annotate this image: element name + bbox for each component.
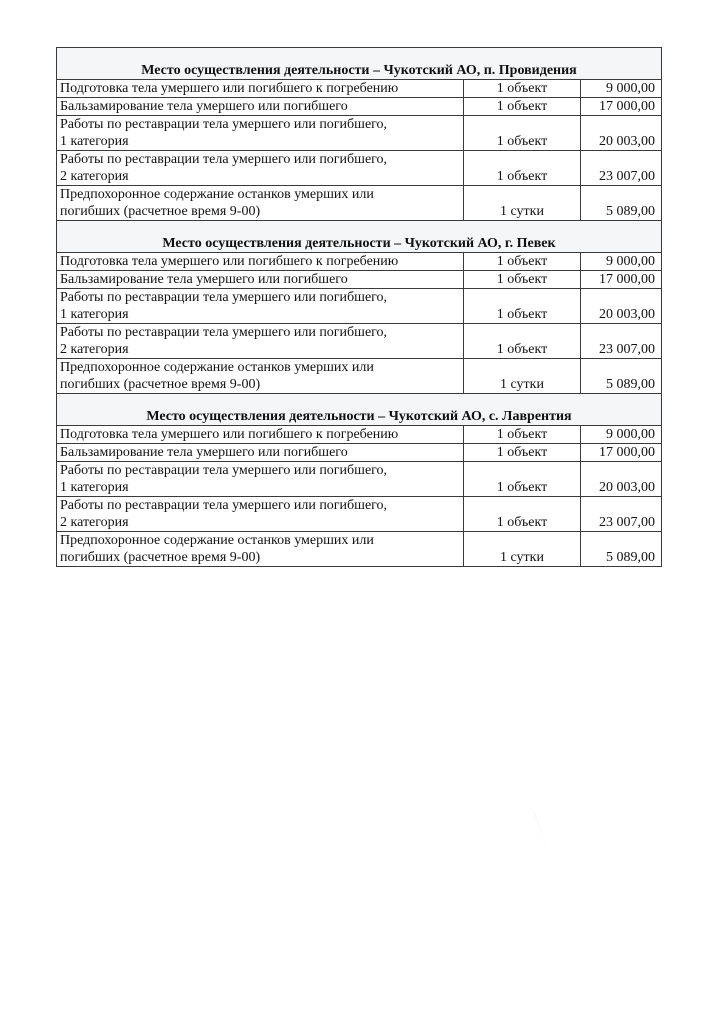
unit-cell: 1 объект: [464, 497, 581, 532]
section-header-row: [57, 48, 662, 80]
service-name-cell: [57, 271, 464, 289]
service-name-line: Работы по реставрации тела умершего или погибшего,: [60, 325, 388, 340]
unit-cell: 1 объект: [464, 271, 581, 289]
unit-cell: 1 объект: [464, 80, 581, 98]
service-name-line: Подготовка тела умершего или погибшего к погребению: [60, 427, 399, 442]
service-name-line: Бальзамирование тела умершего или погибшего: [60, 272, 348, 287]
price-cell: 17 000,00: [581, 444, 662, 462]
service-name-line: Предпохоронное содержание останков умерших или: [60, 533, 374, 548]
table-row: [57, 324, 662, 359]
price-cell: 5 089,00: [581, 359, 662, 394]
service-name-cell: [57, 116, 464, 151]
price-cell: 20 003,00: [581, 462, 662, 497]
table-row: [57, 497, 662, 532]
section-title: Место осуществления деятельности – Чукотский АО, п. Провидения: [57, 48, 662, 80]
price-cell: 5 089,00: [581, 186, 662, 221]
service-name-line: Работы по реставрации тела умершего или погибшего,: [60, 152, 388, 167]
table-row: [57, 359, 662, 394]
service-name-line: 2 категория: [60, 515, 129, 530]
service-name-line: 1 категория: [60, 480, 129, 495]
price-cell: 9 000,00: [581, 253, 662, 271]
table-row: [57, 253, 662, 271]
section-title: Место осуществления деятельности – Чукотский АО, г. Певек: [57, 221, 662, 253]
table-row: [57, 289, 662, 324]
price-cell: 23 007,00: [581, 497, 662, 532]
section-title: Место осуществления деятельности – Чукотский АО, с. Лаврентия: [57, 394, 662, 426]
price-cell: 5 089,00: [581, 532, 662, 567]
service-name-line: Подготовка тела умершего или погибшего к погребению: [60, 254, 399, 269]
unit-cell: 1 сутки: [464, 532, 581, 567]
price-cell: 20 003,00: [581, 289, 662, 324]
service-name-line: Бальзамирование тела умершего или погибшего: [60, 445, 348, 460]
unit-cell: 1 сутки: [464, 359, 581, 394]
service-name-cell: [57, 532, 464, 567]
service-name-line: погибших (расчетное время 9-00): [60, 377, 261, 392]
service-name-cell: [57, 80, 464, 98]
table-row: [57, 426, 662, 444]
unit-cell: 1 сутки: [464, 186, 581, 221]
service-name-line: Работы по реставрации тела умершего или погибшего,: [60, 463, 388, 478]
service-name-cell: [57, 462, 464, 497]
table-row: [57, 116, 662, 151]
service-name-line: 1 категория: [60, 134, 129, 149]
service-name-cell: [57, 444, 464, 462]
service-name-line: Бальзамирование тела умершего или погибшего: [60, 99, 348, 114]
section-header-row: [57, 394, 662, 426]
service-name-cell: [57, 426, 464, 444]
service-name-line: Работы по реставрации тела умершего или погибшего,: [60, 290, 388, 305]
service-name-cell: [57, 289, 464, 324]
price-table: [56, 47, 662, 567]
price-cell: 17 000,00: [581, 98, 662, 116]
service-name-cell: [57, 98, 464, 116]
price-cell: 23 007,00: [581, 151, 662, 186]
table-row: [57, 98, 662, 116]
service-name-cell: [57, 359, 464, 394]
table-row: [57, 444, 662, 462]
unit-cell: 1 объект: [464, 151, 581, 186]
service-name-cell: [57, 151, 464, 186]
unit-cell: 1 объект: [464, 324, 581, 359]
service-name-line: Работы по реставрации тела умершего или погибшего,: [60, 117, 388, 132]
service-name-cell: [57, 186, 464, 221]
service-name-line: Предпохоронное содержание останков умерших или: [60, 187, 374, 202]
table-body: [57, 48, 662, 567]
unit-cell: 1 объект: [464, 426, 581, 444]
scan-artifact: [533, 811, 548, 849]
unit-cell: 1 объект: [464, 253, 581, 271]
service-name-line: погибших (расчетное время 9-00): [60, 550, 261, 565]
service-name-line: 2 категория: [60, 342, 129, 357]
service-name-cell: [57, 497, 464, 532]
unit-cell: 1 объект: [464, 289, 581, 324]
price-cell: 9 000,00: [581, 80, 662, 98]
table-row: [57, 80, 662, 98]
table-row: [57, 271, 662, 289]
service-name-cell: [57, 324, 464, 359]
table-row: [57, 186, 662, 221]
service-name-line: 2 категория: [60, 169, 129, 184]
table-row: [57, 151, 662, 186]
table-row: [57, 532, 662, 567]
service-name-line: погибших (расчетное время 9-00): [60, 204, 261, 219]
price-cell: 23 007,00: [581, 324, 662, 359]
price-cell: 17 000,00: [581, 271, 662, 289]
section-header-row: [57, 221, 662, 253]
service-name-line: 1 категория: [60, 307, 129, 322]
unit-cell: 1 объект: [464, 462, 581, 497]
table-row: [57, 462, 662, 497]
price-cell: 9 000,00: [581, 426, 662, 444]
unit-cell: 1 объект: [464, 116, 581, 151]
service-name-cell: [57, 253, 464, 271]
price-cell: 20 003,00: [581, 116, 662, 151]
service-name-line: Работы по реставрации тела умершего или погибшего,: [60, 498, 388, 513]
unit-cell: 1 объект: [464, 444, 581, 462]
unit-cell: 1 объект: [464, 98, 581, 116]
service-name-line: Предпохоронное содержание останков умерших или: [60, 360, 374, 375]
service-name-line: Подготовка тела умершего или погибшего к погребению: [60, 81, 399, 96]
